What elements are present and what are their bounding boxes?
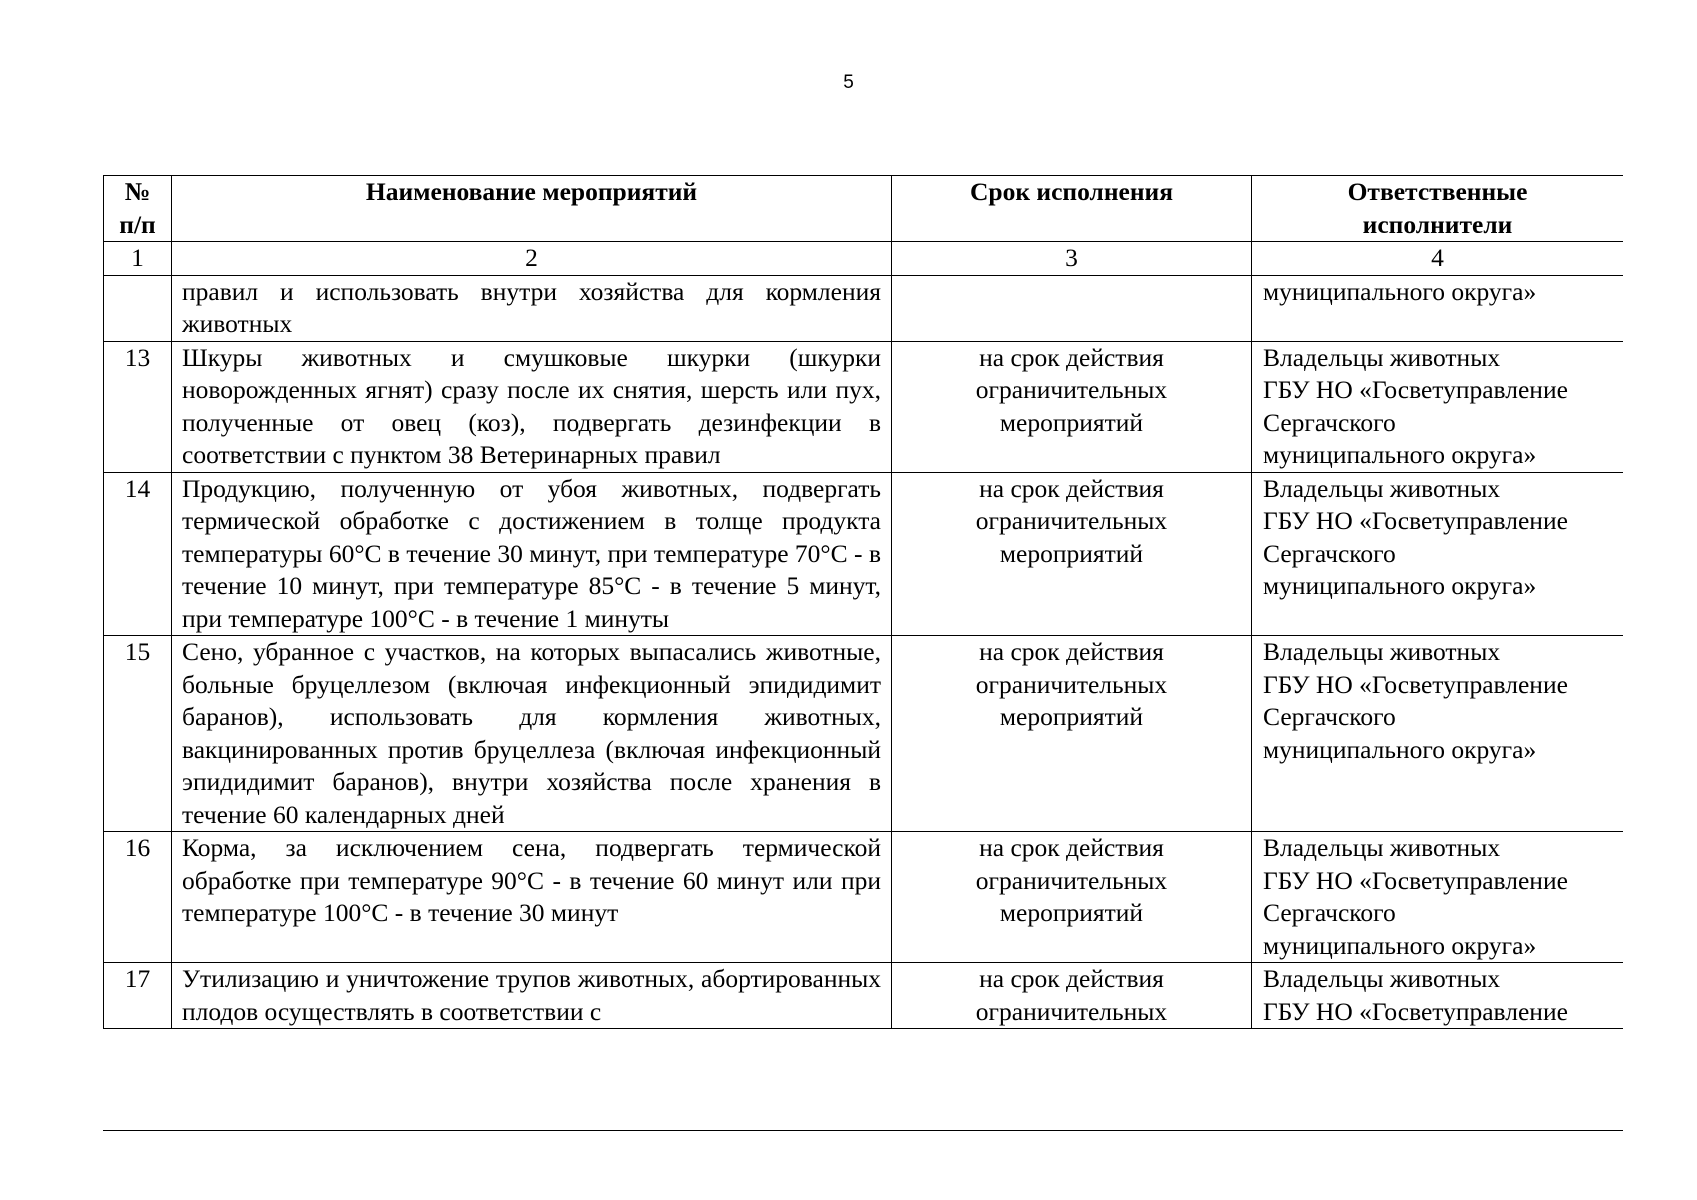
row-responsible-line: ГБУ НО «Госветуправление bbox=[1263, 669, 1568, 699]
header-responsible-line: Ответственные bbox=[1347, 177, 1528, 206]
row-responsible-line: муниципального округа» bbox=[1263, 930, 1537, 960]
column-number: 3 bbox=[892, 242, 1252, 276]
measures-table-container bbox=[103, 175, 1623, 1131]
row-description: Корма, за исключением сена, подвергать термической обработке при температуре 90°С - в течение 60 минут или при температуре 100°С - в течение 30 минут bbox=[172, 832, 892, 963]
row-responsible-line: Владельцы животных bbox=[1263, 964, 1501, 993]
row-responsible-line: ГБУ НО «Госветуправление bbox=[1263, 865, 1568, 895]
header-measures-line: Наименование мероприятий bbox=[365, 177, 698, 206]
row-term bbox=[892, 636, 1252, 832]
row-term-line: на срок действия bbox=[979, 473, 1164, 503]
table-row bbox=[104, 472, 1624, 636]
table-row bbox=[104, 275, 1624, 341]
row-responsible-line: Сергачского bbox=[1263, 407, 1396, 437]
table-row bbox=[104, 832, 1624, 963]
row-term-line: на срок действия bbox=[979, 342, 1164, 372]
row-responsible-line: Владельцы животных bbox=[1263, 833, 1501, 862]
column-number: 2 bbox=[172, 242, 892, 276]
row-description: Сено, убранное с участков, на которых выпасались животные, больные бруцеллезом (включая инфекционный эпидидимит баранов), использовать для кормления животных, вакцинированных против бруцеллеза (включая инфекционный эпидидимит баранов), внутри хозяйства после хранения в течение 60 календарных дней bbox=[172, 636, 892, 832]
row-responsible-line: муниципального округа» bbox=[1263, 440, 1537, 469]
header-number-line: п/п bbox=[119, 209, 156, 239]
header-term-line: Срок исполнения bbox=[969, 177, 1174, 206]
row-description: Продукцию, полученную от убоя животных, подвергать термической обработке с достижением в толще продукта температуры 60°С в течение 30 минут, при температуре 70°С - в течение 10 минут, при температуре 85°С - в течение 5 минут, при температуре 100°С - в течение 1 минуты bbox=[172, 472, 892, 636]
row-responsible-line: Сергачского bbox=[1263, 538, 1396, 568]
table-header-row bbox=[104, 176, 1624, 242]
row-responsible-line: муниципального округа» bbox=[1263, 734, 1537, 764]
row-number: 13 bbox=[104, 341, 172, 472]
row-term-line: ограничительных bbox=[975, 865, 1168, 895]
row-responsible bbox=[1252, 832, 1624, 963]
column-number: 1 bbox=[104, 242, 172, 276]
row-term-line: на срок действия bbox=[979, 833, 1164, 862]
column-number-row bbox=[104, 242, 1624, 276]
header-number-line: № bbox=[124, 177, 151, 206]
table-row bbox=[104, 341, 1624, 472]
table-row bbox=[104, 963, 1624, 1029]
row-number: 14 bbox=[104, 472, 172, 636]
row-responsible bbox=[1252, 275, 1624, 341]
row-responsible-line: ГБУ НО «Госветуправление bbox=[1263, 506, 1568, 535]
header-responsible bbox=[1252, 176, 1624, 242]
row-term-line: мероприятий bbox=[999, 702, 1144, 731]
table-row bbox=[104, 636, 1624, 832]
row-term-line: ограничительных bbox=[975, 996, 1168, 1026]
row-responsible bbox=[1252, 636, 1624, 832]
row-term bbox=[892, 963, 1252, 1029]
row-number: 17 bbox=[104, 963, 172, 1029]
row-term bbox=[892, 472, 1252, 636]
row-responsible-line: муниципального округа» bbox=[1263, 276, 1537, 306]
row-number bbox=[104, 275, 172, 341]
row-term-line: ограничительных bbox=[975, 375, 1168, 404]
row-number: 15 bbox=[104, 636, 172, 832]
row-term-line: мероприятий bbox=[999, 538, 1144, 568]
row-term-line: на срок действия bbox=[979, 637, 1164, 666]
measures-table bbox=[103, 175, 1623, 1029]
row-description: правил и использовать внутри хозяйства для кормления животных bbox=[172, 275, 892, 341]
row-responsible-line: Сергачского bbox=[1263, 898, 1396, 927]
row-responsible bbox=[1252, 341, 1624, 472]
header-responsible-line: исполнители bbox=[1362, 209, 1513, 239]
row-term-line: на срок действия bbox=[979, 964, 1164, 993]
row-description: Шкуры животных и смушковые шкурки (шкурки новорожденных ягнят) сразу после их снятия, шерсть или пух, полученные от овец (коз), подвергать дезинфекции в соответствии с пунктом 38 Ветеринарных правил bbox=[172, 341, 892, 472]
row-responsible-line: ГБУ НО «Госветуправление bbox=[1263, 996, 1568, 1026]
page-number: 5 bbox=[843, 72, 854, 93]
row-term-line: ограничительных bbox=[975, 669, 1168, 699]
row-term-line: ограничительных bbox=[975, 506, 1168, 535]
row-responsible bbox=[1252, 472, 1624, 636]
row-term-line: мероприятий bbox=[999, 898, 1144, 927]
row-term-line: мероприятий bbox=[999, 407, 1144, 437]
row-term bbox=[892, 275, 1252, 341]
row-responsible-line: Владельцы животных bbox=[1263, 637, 1501, 666]
row-responsible-line: ГБУ НО «Госветуправление bbox=[1263, 375, 1568, 404]
column-number: 4 bbox=[1252, 242, 1624, 276]
row-responsible-line: Владельцы животных bbox=[1263, 473, 1501, 503]
row-responsible-line: муниципального округа» bbox=[1263, 571, 1537, 600]
row-responsible bbox=[1252, 963, 1624, 1029]
row-responsible-line: Сергачского bbox=[1263, 702, 1396, 731]
row-term bbox=[892, 341, 1252, 472]
row-number: 16 bbox=[104, 832, 172, 963]
row-description: Утилизацию и уничтожение трупов животных, абортированных плодов осуществлять в соответствии с bbox=[172, 963, 892, 1029]
header-term bbox=[892, 176, 1252, 242]
row-term bbox=[892, 832, 1252, 963]
header-measures bbox=[172, 176, 892, 242]
header-number bbox=[104, 176, 172, 242]
row-responsible-line: Владельцы животных bbox=[1263, 342, 1501, 372]
